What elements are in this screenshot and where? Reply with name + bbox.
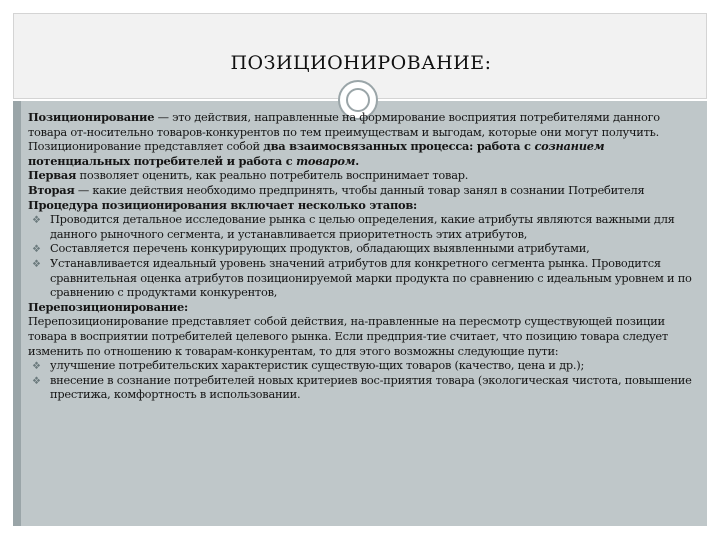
second-text: — какие действия необходимо предпринять, чтобы данный товар занял в сознании Потребителя — [74, 182, 645, 197]
repositioning-paragraph: Перепозиционирование представляет собой действия, на-правленные на пересмотр существующей позиции товара в восприятии потребителей целевого рынка. Если предприя-тие считает, что позицию товара следует изменить по отношению к товарам-конкурентам, то для этого возможны следующие пути: — [28, 314, 668, 358]
term-positioning: Позиционирование — [28, 110, 155, 124]
stage-list-item — [28, 256, 692, 300]
definition-paragraph — [28, 110, 692, 139]
left-accent-strip — [13, 100, 21, 526]
way-list-item — [28, 373, 692, 402]
processes-intro: Позиционирование представляет собой — [28, 139, 264, 154]
stage-text: Составляется перечень конкурирующих продуктов, обладающих выявленными атрибутами, — [50, 241, 590, 256]
bullet-icon: ❖ — [32, 361, 41, 373]
first-label: Первая — [28, 168, 77, 183]
way-text: улучшение потребительских характеристик существую-щих товаров (качество, цена и др.); — [50, 358, 585, 373]
first-text: позволяет оценить, как реально потребитель воспринимает товар. — [76, 168, 469, 183]
processes-bold-2: потенциальных потребителей и работа с — [28, 153, 297, 168]
processes-consciousness: сознанием — [534, 139, 605, 154]
bullet-icon: ❖ — [32, 215, 41, 227]
processes-end: . — [355, 153, 359, 168]
processes-paragraph — [28, 139, 692, 168]
circle-ornament-inner — [346, 88, 370, 112]
slide-title: ПОЗИЦИОНИРОВАНИЕ: — [230, 52, 492, 74]
stage-list-item — [28, 212, 692, 241]
stage-text: Устанавливается идеальный уровень значений атрибутов для конкретного сегмента рынка. Проводится сравнительная оценка атрибутов позиционируемой марки продукта по сравнению с идеальным уровнем и по сравнению с продуктами конкурентов, — [50, 255, 692, 300]
stage-text: Проводится детальное исследование рынка с целью определения, какие атрибуты являются важными для данного рыночного сегмента, и устанавливается приоритетность этих атрибутов, — [50, 212, 675, 241]
processes-product: товаром — [296, 153, 356, 168]
body-text — [28, 110, 692, 402]
way-text: внесение в сознание потребителей новых критериев вос-приятия товара (экологическая чистота, повышение престижа, комфортность в использовании. — [50, 372, 692, 402]
second-process-paragraph — [28, 183, 692, 198]
definition-text: — это действия, направленные на формирование восприятия потребителями данного товара от-носительно товаров-конкурентов по тем преимуществам и выгодам, которые они могут получить. — [28, 110, 660, 139]
way-list-item — [28, 358, 692, 373]
processes-bold-1: два взаимосвязанных процесса: работа с — [263, 139, 535, 154]
second-label: Вторая — [28, 182, 75, 197]
bullet-icon: ❖ — [32, 258, 41, 270]
repositioning-heading: Перепозиционирование: — [28, 299, 188, 314]
stage-list-item — [28, 241, 692, 256]
bullet-icon: ❖ — [32, 244, 41, 256]
bullet-icon: ❖ — [32, 375, 41, 387]
first-process-paragraph — [28, 168, 692, 183]
procedure-heading: Процедура позиционирования включает несколько этапов: — [28, 197, 418, 212]
